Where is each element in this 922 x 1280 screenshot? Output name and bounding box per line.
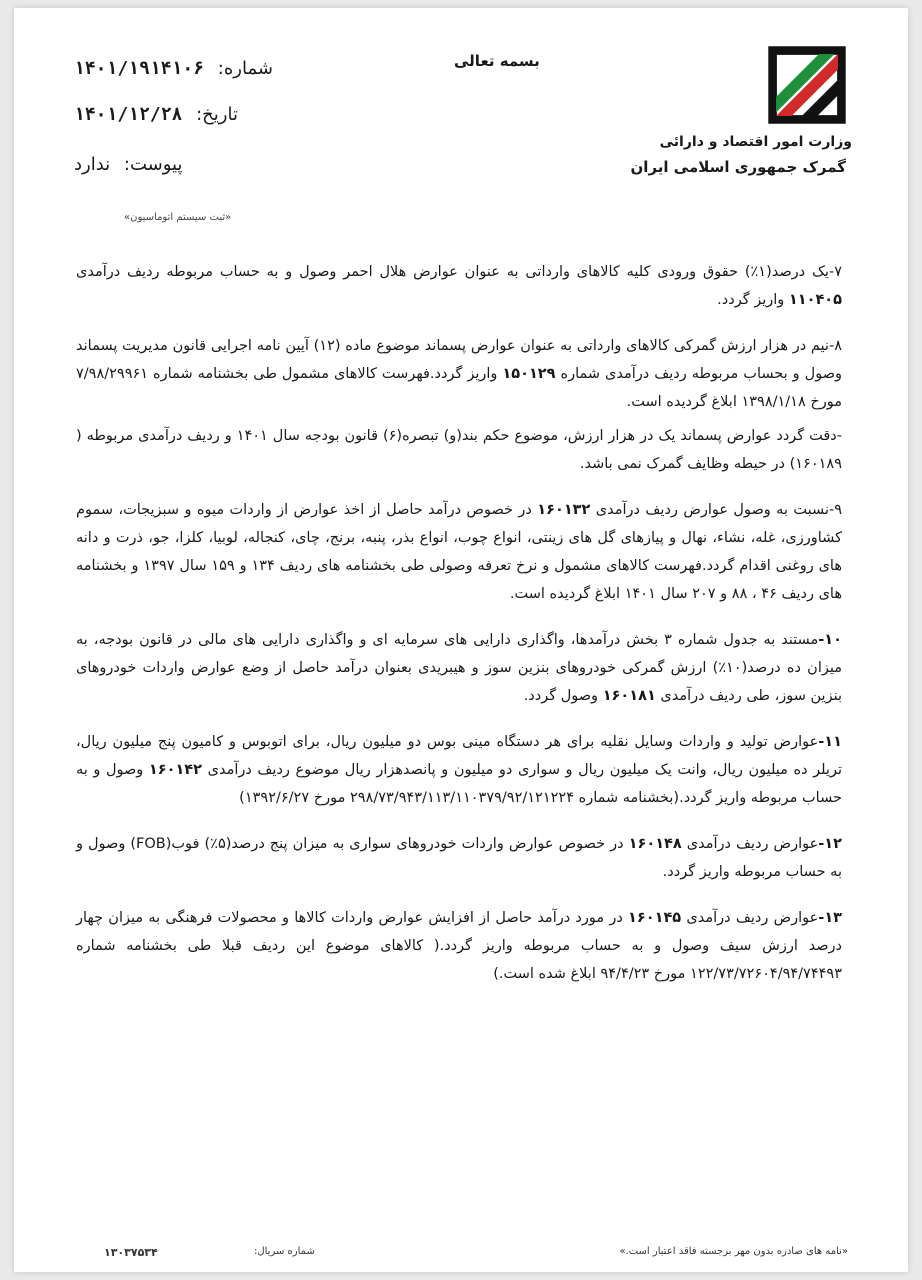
customs-logo-icon xyxy=(764,42,850,128)
attachment-value: ندارد xyxy=(74,154,111,175)
paragraph-11: ۱۱-عوارض تولید و واردات وسایل نقلیه برای هر دستگاه مینی بوس دو میلیون ریال، برای اتوبوس و کامیون پنج میلیون ریال، تریلر ده میلیون ریال، وانت یک میلیون ریال و سواری دو میلیون و پانصدهزار ریال موضوع ردیف درآمدی ۱۶۰۱۴۲ وصول و به حساب مربوطه واریز گردد.(بخشنامه شماره ۲۹۸/۷۳/۹۴۳/۱۱۳/۱۱۰۳۷۹/۹۲/۱۲۱۲۲۴ مورخ ۱۳۹۲/۶/۲۷) xyxy=(76,734,843,806)
customs-name: گمرک جمهوری اسلامی ایران xyxy=(630,158,846,176)
number-value: ۱۴۰۱/۱۹۱۴۱۰۶ xyxy=(74,58,205,79)
paragraph-7: ۷-یک درصد(۱٪) حقوق ورودی کلیه کالاهای وارداتی به عنوان عوارض هلال احمر وصول و به حساب مربوطه ردیف درآمدی ۱۱۰۴۰۵ واریز گردد. xyxy=(76,264,842,308)
letter-page xyxy=(14,8,908,1272)
letter-attachment xyxy=(74,154,182,175)
paragraph-8: ۸-نیم در هزار ارزش گمرکی کالاهای وارداتی به عنوان عوارض پسماند موضوع ماده (۱۲) آیین نامه اجرایی قانون مدیریت پسماند وصول و بحساب مربوطه ردیف درآمدی شماره ۱۵۰۱۲۹ واریز گردد.فهرست کالاهای مشمول طی بخشنامه شماره ۷/۹۸/۲۹۹۶۱ مورخ ۱۳۹۸/۱/۱۸ ابلاغ گردیده است. xyxy=(76,338,843,410)
paragraph-12: ۱۲-عوارض ردیف درآمدی ۱۶۰۱۴۸ در خصوص عوارض واردات خودروهای سواری به میزان پنج درصد(۵٪) فوب(FOB) وصول و به حساب مربوطه واریز گردد. xyxy=(76,836,842,880)
letter-footer xyxy=(104,1246,848,1264)
paragraph-8-note: -دقت گردد عوارض پسماند یک در هزار ارزش، موضوع حکم بند(و) تبصره(۶) قانون بودجه سال ۱۴۰۱ و ردیف درآمدی مربوطه ( ۱۶۰۱۸۹) در حیطه وظایف گمرک نمی باشد. xyxy=(76,428,842,472)
paragraph-10: ۱۰-مستند به جدول شماره ۳ بخش درآمدها، واگذاری دارایی های سرمایه ای و واگذاری دارایی های مالی در قانون بودجه، به میزان ده درصد(۱۰٪) ارزش گمرکی خودروهای بنزین سوز و هیبریدی بعنوان درآمد حاصل از وضع عوارض واردات خودروهای بنزین سوز، طی ردیف درآمدی ۱۶۰۱۸۱ وصول گردد. xyxy=(76,632,842,704)
automation-note: «ثبت سیستم اتوماسیون» xyxy=(124,212,232,223)
serial-label: شماره سریال: xyxy=(254,1246,315,1257)
serial-value: ۱۳۰۳۷۵۳۴ xyxy=(104,1246,158,1259)
paragraph-13: ۱۳-عوارض ردیف درآمدی ۱۶۰۱۴۵ در مورد درآمد حاصل از افزایش عوارض واردات کالاها و محصولات فرهنگی به میزان چهار درصد ارزش سیف وصول و به حساب مربوطه واریز گردد.( کالاهای موضوع این ردیف قبلا طی بخشنامه شماره ۱۲۲/۷۳/۷۲۶۰۴/۹۴/۷۴۴۹۳ مورخ ۹۴/۴/۲۳ ابلاغ شده است.) xyxy=(76,910,843,982)
number-label: شماره: xyxy=(217,58,273,79)
validity-note: «نامه های صادره بدون مهر برجسته فاقد اعتبار است.» xyxy=(619,1246,848,1257)
bismillah-heading: بسمه تعالی xyxy=(454,52,540,70)
date-label: تاریخ: xyxy=(196,104,238,125)
letter-number xyxy=(74,58,273,79)
letter-date xyxy=(74,104,238,125)
attachment-label: پیوست: xyxy=(123,154,183,175)
date-value: ۱۴۰۱/۱۲/۲۸ xyxy=(74,104,183,125)
letter-body xyxy=(76,258,842,1006)
ministry-name: وزارت امور اقتصاد و دارائی xyxy=(659,134,852,150)
paragraph-9: ۹-نسبت به وصول عوارض ردیف درآمدی ۱۶۰۱۳۲ در خصوص درآمد حاصل از اخذ عوارض از واردات میوه و سبزیجات، سموم کشاورزی، غله، نشاء، نهال و پیازهای گل های زینتی، انواع چوب، انواع بذر، پنبه، برنج، چای، کنجاله، لوبیا، کلزا، جو، ذرت و دانه های روغنی اقدام گردد.فهرست کالاهای مشمول و نرخ تعرفه وصولی طی بخشنامه های ردیف ۱۳۴ و ۱۵۹ سال ۱۳۹۷ و بخشنامه های ردیف ۴۶ ، ۸۸ و ۲۰۷ سال ۱۴۰۱ ابلاغ گردیده است. xyxy=(76,502,843,602)
